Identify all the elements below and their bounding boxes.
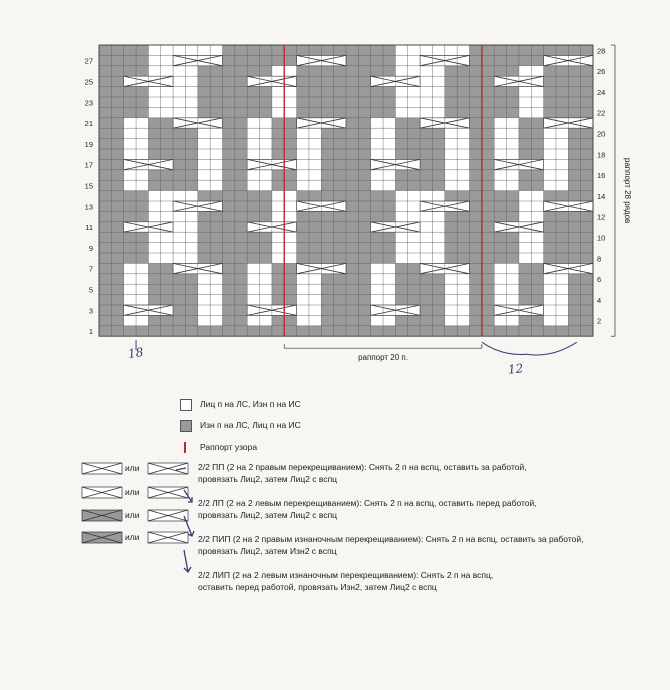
side-label: раппорт 28 рядов [623,157,632,224]
row-number-left: 17 [84,160,93,170]
legend-cable-4 [198,569,493,593]
row-number-right: 28 [597,46,606,56]
or-3: или [125,510,140,520]
or-2: или [125,487,140,497]
legend-purl-text: Изн п на ЛС, Лиц п на ИС [200,420,301,430]
handwritten-right-count: 12 [507,361,524,377]
or-1: или [125,463,140,473]
row-number-left: 7 [88,264,93,274]
row-number-right: 6 [597,275,602,285]
or-4: или [125,532,140,542]
row-number-right: 20 [597,129,606,139]
legend-knit-text: Лиц п на ЛС, Изн п на ИС [200,399,301,409]
row-number-left: 5 [88,285,93,295]
cable-2-line2: провязать Лиц2, затем Лиц2 с вспц [198,510,338,520]
row-number-left: 1 [88,327,93,337]
legend-cable-1 [198,461,527,485]
row-number-right: 16 [597,171,606,181]
row-number-left: 25 [84,77,93,87]
row-number-right: 14 [597,191,606,201]
legend-cable-2 [198,497,537,521]
row-number-left: 19 [84,139,93,149]
row-number-left: 11 [85,223,93,233]
repeat-label: раппорт 20 п. [358,353,408,363]
row-number-right: 12 [597,212,606,222]
row-number-right: 2 [597,316,602,326]
row-number-left: 23 [84,98,93,108]
row-number-left: 13 [84,202,93,212]
legend-repeat [180,441,257,453]
knit-swatch [180,399,192,411]
row-number-left: 3 [88,306,93,316]
row-number-left: 21 [84,119,93,129]
row-number-right: 24 [597,87,606,97]
legend-purl [180,419,301,432]
row-number-left: 9 [88,243,93,253]
legend-knit [180,398,301,411]
handwritten-left-count: 18 [127,345,145,361]
cable-4-line1: 2/2 ЛИП (2 на 2 левым изнаночным перекрещиванием): Снять 2 п на вспц, [198,570,494,580]
legend-repeat-text: Раппорт узора [200,442,258,452]
cable-2-line1: 2/2 ЛП (2 на 2 левым перекрещиванием): Снять 2 п на вспц, оставить перед работой, [198,498,537,508]
row-number-right: 22 [597,108,606,118]
row-number-right: 26 [597,67,606,77]
repeat-swatch [184,442,186,453]
row-number-right: 18 [597,150,606,160]
row-number-right: 10 [597,233,606,243]
handwritten-arrows [170,462,210,582]
row-number-left: 27 [84,56,93,66]
cable-3-line2: провязать Лиц2, затем Изн2 с вспц [198,546,337,556]
cable-3-line1: 2/2 ПИП (2 на 2 правым изнаночным перекрещиванием): Снять 2 п на вспц, оставить за работой, [198,534,584,544]
row-number-right: 4 [597,295,602,305]
cable-1-line1: 2/2 ПП (2 на 2 правым перекрещиванием): Снять 2 п на вспц, оставить за работой, [198,462,527,472]
cable-4-line2: оставить перед работой, провязать Изн2, затем Лиц2 с вспц [198,582,437,592]
row-number-left: 15 [84,181,93,191]
row-number-right: 8 [597,254,602,264]
cable-1-line2: провязать Лиц2, затем Лиц2 с вспц [198,474,338,484]
purl-swatch [180,420,192,432]
legend-cable-3 [198,533,583,557]
